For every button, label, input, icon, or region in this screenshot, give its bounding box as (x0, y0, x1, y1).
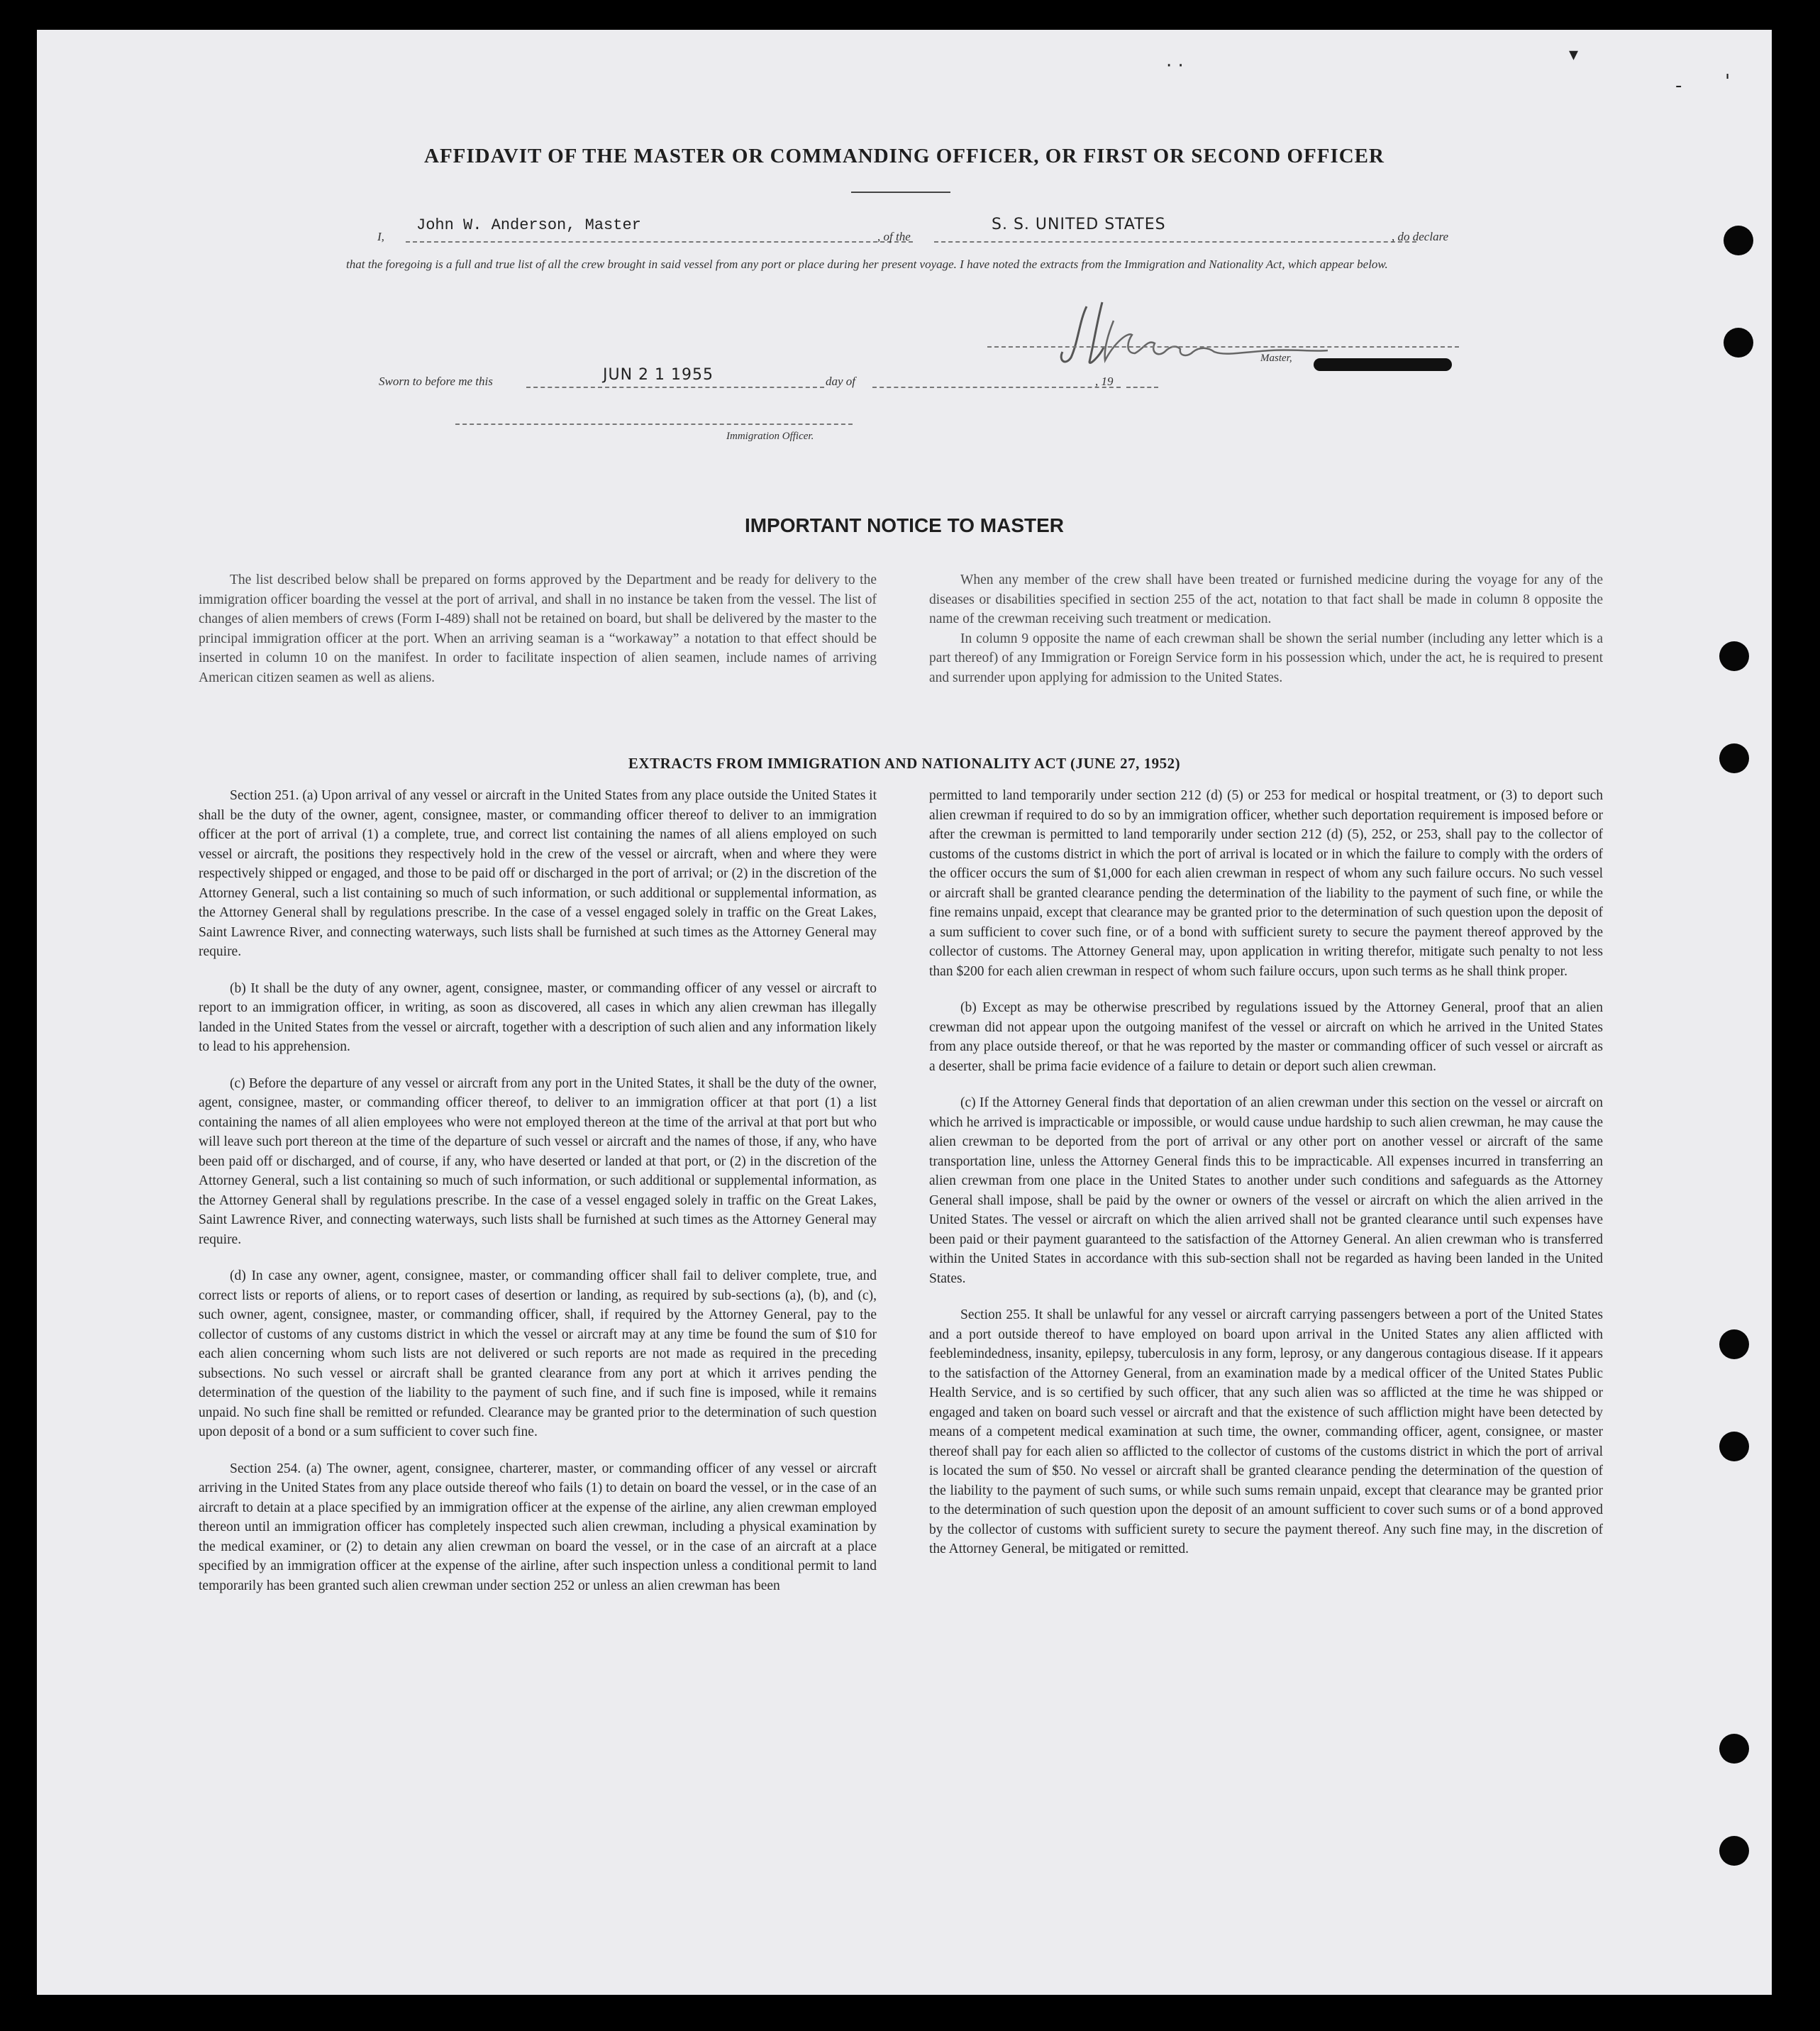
scan-speck: ' (1725, 71, 1731, 92)
master-sign-line (987, 346, 1459, 348)
do-declare-label: , do declare (1392, 230, 1449, 243)
binder-hole (1719, 1432, 1749, 1461)
notice-right-paragraph-1: When any member of the crew shall have been treated or furnished medicine during the voyage for any of the diseases or disabilities specified in section 255 of the act, notation to that fact shall be made in column 8 opposite the name of the crewman receiving such treatment or medication. (929, 572, 1603, 626)
i-label: I, (377, 230, 384, 243)
day-of-label: day of (826, 375, 856, 388)
notice-right-paragraph-2: In column 9 opposite the name of each crewman shall be shown the serial number (including any letter which is a part thereof) of any Immigration or Foreign Service form in his possession which, under the act, he is required to present and surrender upon applying for admission to the United States. (929, 631, 1603, 685)
year-label: , 19 (1095, 375, 1114, 388)
section-254-c: (c) If the Attorney General finds that deportation of an alien crewman under this section on the vessel or aircraft on which he arrived is impracticable or impossible, or would cause undue hardship to such alien crewman, he may cause the alien crewman to be deported from the port of arrival or any other port on another vessel or aircraft of the same transportation line, unless the Attorney General finds this to be impracticable. All expenses incurred in transferring an alien crewman from one place in the United States to another under such conditions and safeguards as the Attorney General shall impose, shall be paid by the owner or owners of the vessel or aircraft on which the alien arrived in the United States. The vessel or aircraft on which the alien arrived shall not be granted clearance until such expenses have been paid or their payment guaranteed to the satisfaction of the Attorney General. An alien crewman who is transferred within the United States in accordance with this sub-section shall not be regarded as having been landed in the United States. (929, 1095, 1603, 1286)
immigration-officer-label: Immigration Officer. (726, 431, 814, 442)
sworn-date-stamp: JUN 2 1 1955 (603, 366, 714, 384)
binder-hole (1719, 641, 1749, 671)
notice-right-column (929, 570, 1603, 687)
declarant-line (406, 241, 913, 243)
section-255: Section 255. It shall be unlawful for any vessel or aircraft carrying passengers between a port of the United States and a port outside thereof to have employed on board upon arrival in the United States any alien afflicted with feeblemindedness, insanity, epilepsy, tuberculosis in any form, leprosy, or any dangerous contagious disease. If it appears to the satisfaction of the Attorney General, from an examination made by a medical officer of the United States Public Health Service, and is so certified by such officer, that any such alien was so afflicted at the time he was shipped or engaged and taken on board such vessel or aircraft and that the existence of such affliction might have been detected by means of a competent medical examination at such time, the owner, commanding officer, agent, consignee, or master thereof shall pay for each alien so afflicted to the collector of customs of the customs district in which the port of arrival is located the sum of $50. No vessel or aircraft shall be granted clearance pending the determination of the question of the liability to the payment of such sums, or while such sums remain unpaid, except that clearance may be granted prior to the determination of such question upon the deposit of an amount sufficient to cover such sums or of a bond approved by the collector of customs with sufficient surety to secure the payment thereof. Any such fine may, in the discretion of the Attorney General, be mitigated or remitted. (929, 1307, 1603, 1556)
officer-sign-line (455, 424, 853, 425)
master-label: Master, (1260, 353, 1292, 364)
affidavit-title: AFFIDAVIT OF THE MASTER OR COMMANDING OFFICER, OR FIRST OR SECOND OFFICER (424, 145, 1385, 167)
notice-left-paragraph: The list described below shall be prepared on forms approved by the Department and be ready for delivery to the immigration officer boarding the vessel at the port of arrival, and shall in no instance be taken from the vessel. The list of changes of alien members of crews (Form I-489) shall not be retained on board, but shall be delivered by the master to the principal immigration officer at the port. When an arriving seaman is a “workaway” a notation to that effect should be inserted in column 10 on the manifest. In order to facilitate inspection of alien seamen, include names of arriving American citizen seamen as well as aliens. (199, 572, 877, 685)
section-254-b: (b) Except as may be otherwise prescribed by regulations issued by the Attorney General, proof that an alien crewman did not appear upon the outgoing manifest of the vessel or aircraft on which he arrived in the United States from any place outside thereof, or that he was reported by the master or commanding officer of such vessel or aircraft as a deserter, shall be prima facie evidence of a failure to detain or deport such alien crewman. (929, 1000, 1603, 1074)
binder-hole (1719, 1836, 1749, 1866)
notice-left-column (199, 570, 877, 687)
extracts-title: EXTRACTS FROM IMMIGRATION AND NATIONALITY ACT (JUNE 27, 1952) (628, 755, 1181, 772)
month-line (872, 387, 1121, 388)
sworn-date-line (526, 387, 824, 388)
extracts-left-column (199, 786, 877, 1612)
extracts-right-column (929, 786, 1603, 1576)
binder-hole (1724, 226, 1753, 255)
declaration-text: that the foregoing is a full and true list of all the crew brought in said vessel from any port or place during her present voyage. I have noted the extracts from the Immigration and Nationality Act, which appear below. (346, 258, 1388, 271)
section-251-b: (b) It shall be the duty of any owner, agent, consignee, master, or commanding officer of any vessel or aircraft to report to an immigration officer, in writing, as soon as discovered, all cases in which any alien crewman has illegally landed in the United States from the vessel or aircraft, together with a description of such alien and any information likely to lead to his apprehension. (199, 980, 877, 1054)
title-rule (851, 192, 950, 193)
scan-speck: - (1675, 75, 1682, 96)
section-251-c: (c) Before the departure of any vessel or aircraft from any port in the United States, it shall be the duty of the owner, agent, consignee, master, or commanding officer thereof, to deliver to an immigration officer at that port (1) a list containing the names of all alien employees who were not employed thereon at the time of the arrival at that port but who will leave such port thereon at the time of the departure of such vessel or aircraft and the names of those, if any, who have been paid off or discharged, and of course, if any, who have deserted or landed at that port, or (2) in the discretion of the Attorney General, such a list containing so much of such information, or such additional or supplemental information, as the Attorney General shall by regulations prescribe. In the case of a vessel engaged solely in traffic on the Great Lakes, Saint Lawrence River, and connecting waterways, such lists shall be furnished at such times as the Attorney General may require. (199, 1075, 877, 1247)
section-254-a-continued: permitted to land temporarily under section 212 (d) (5) or 253 for medical or hospital treatment, or (3) to deport such alien crewman if required to do so by an immigration officer, whether such deportation requirement is imposed before or after the crewman is permitted to land temporarily under section 212 (d) (5), 252, or 253, shall pay to the collector of customs of the customs district in which the port of arrival is located or in which the failure to comply with the orders of the officer occurs the sum of $1,000 for each alien crewman in respect of whom any such failure occurs. No such vessel or aircraft shall be granted clearance pending the determination of the liability to the payment of such fine, or while the fine remains unpaid, except that clearance may be granted prior to the determination of such question upon the deposit of a sum sufficient to cover such fine, or of a bond with sufficient surety to secure the payment thereof approved by the collector of customs. The Attorney General may, upon application in writing therefor, mitigate such penalty to not less than $200 for each alien crewman in respect of whom such failure occurs, upon such terms as he shall think proper. (929, 788, 1603, 979)
year-line (1126, 387, 1158, 388)
section-254-a: Section 254. (a) The owner, agent, consignee, charterer, master, or commanding officer of any vessel or aircraft arriving in the United States from any place outside thereof who fails (1) to detain on board the vessel, or in the case of an aircraft to detain at a place specified by an immigration officer at the expense of the airline, any alien crewman employed thereon until an immigration officer has completely inspected such alien crewman, including a physical examination by the medical examiner, or (2) to detain any alien crewman on board the vessel, or in the case of an aircraft at a place specified by an immigration officer at the expense of the airline, after such inspection unless a conditional permit to land temporarily has been granted such alien crewman under section 252 or unless an alien crewman has been (199, 1461, 877, 1593)
section-251-a: Section 251. (a) Upon arrival of any vessel or aircraft in the United States from any place outside the United States it shall be the duty of the owner, agent, consignee, master, or commanding officer thereof to deliver to an immigration officer at the port of arrival (1) a complete, true, and correct list containing the names of all aliens employed on such vessel or aircraft, the positions they respectively hold in the crew of the vessel or aircraft, when and where they were respectively shipped or engaged, and those to be paid off or discharged in the port of arrival; or (2) in the discretion of the Attorney General, such a list containing so much of such information, or such additional or supplemental information, as the Attorney General shall by regulations prescribe. In the case of a vessel engaged solely in traffic on the Great Lakes, Saint Lawrence River, and connecting waterways, such lists shall be furnished at such times as the Attorney General may require. (199, 788, 877, 959)
sworn-label: Sworn to before me this (379, 375, 493, 388)
vessel-name: S. S. UNITED STATES (992, 216, 1166, 233)
of-the-label: , of the (877, 230, 911, 243)
redaction-mark (1314, 358, 1452, 371)
notice-title: IMPORTANT NOTICE TO MASTER (744, 514, 1065, 536)
scan-speck: · · (1166, 55, 1184, 77)
binder-hole (1724, 328, 1753, 358)
scan-speck: ▾ (1569, 44, 1579, 65)
binder-hole (1719, 1329, 1749, 1359)
document-page (37, 30, 1772, 1995)
declarant-name: John W. Anderson, Master (416, 216, 641, 234)
vessel-line (934, 241, 1416, 243)
section-251-d: (d) In case any owner, agent, consignee, master, or commanding officer shall fail to deliver complete, true, and correct lists or reports of aliens, or to report cases of desertion or landing, as required by sub-sections (a), (b), and (c), such owner, agent, consignee, master, or commanding officer, shall, if required by the Attorney General, pay to the collector of customs of any customs district in which the vessel or aircraft may at any time be found the sum of $10 for each alien concerning whom such lists are not delivered or such reports are not made as required in the preceding subsections. No such vessel or aircraft shall be granted clearance from any port at which it arrives pending the determination of the question of the liability to the payment of such fine, and if such fine is imposed, while it remains unpaid. No such fine shall be remitted or refunded. Clearance may be granted prior to the determination of such question upon deposit of a bond or a sum sufficient to cover such fine. (199, 1268, 877, 1439)
binder-hole (1719, 1734, 1749, 1764)
